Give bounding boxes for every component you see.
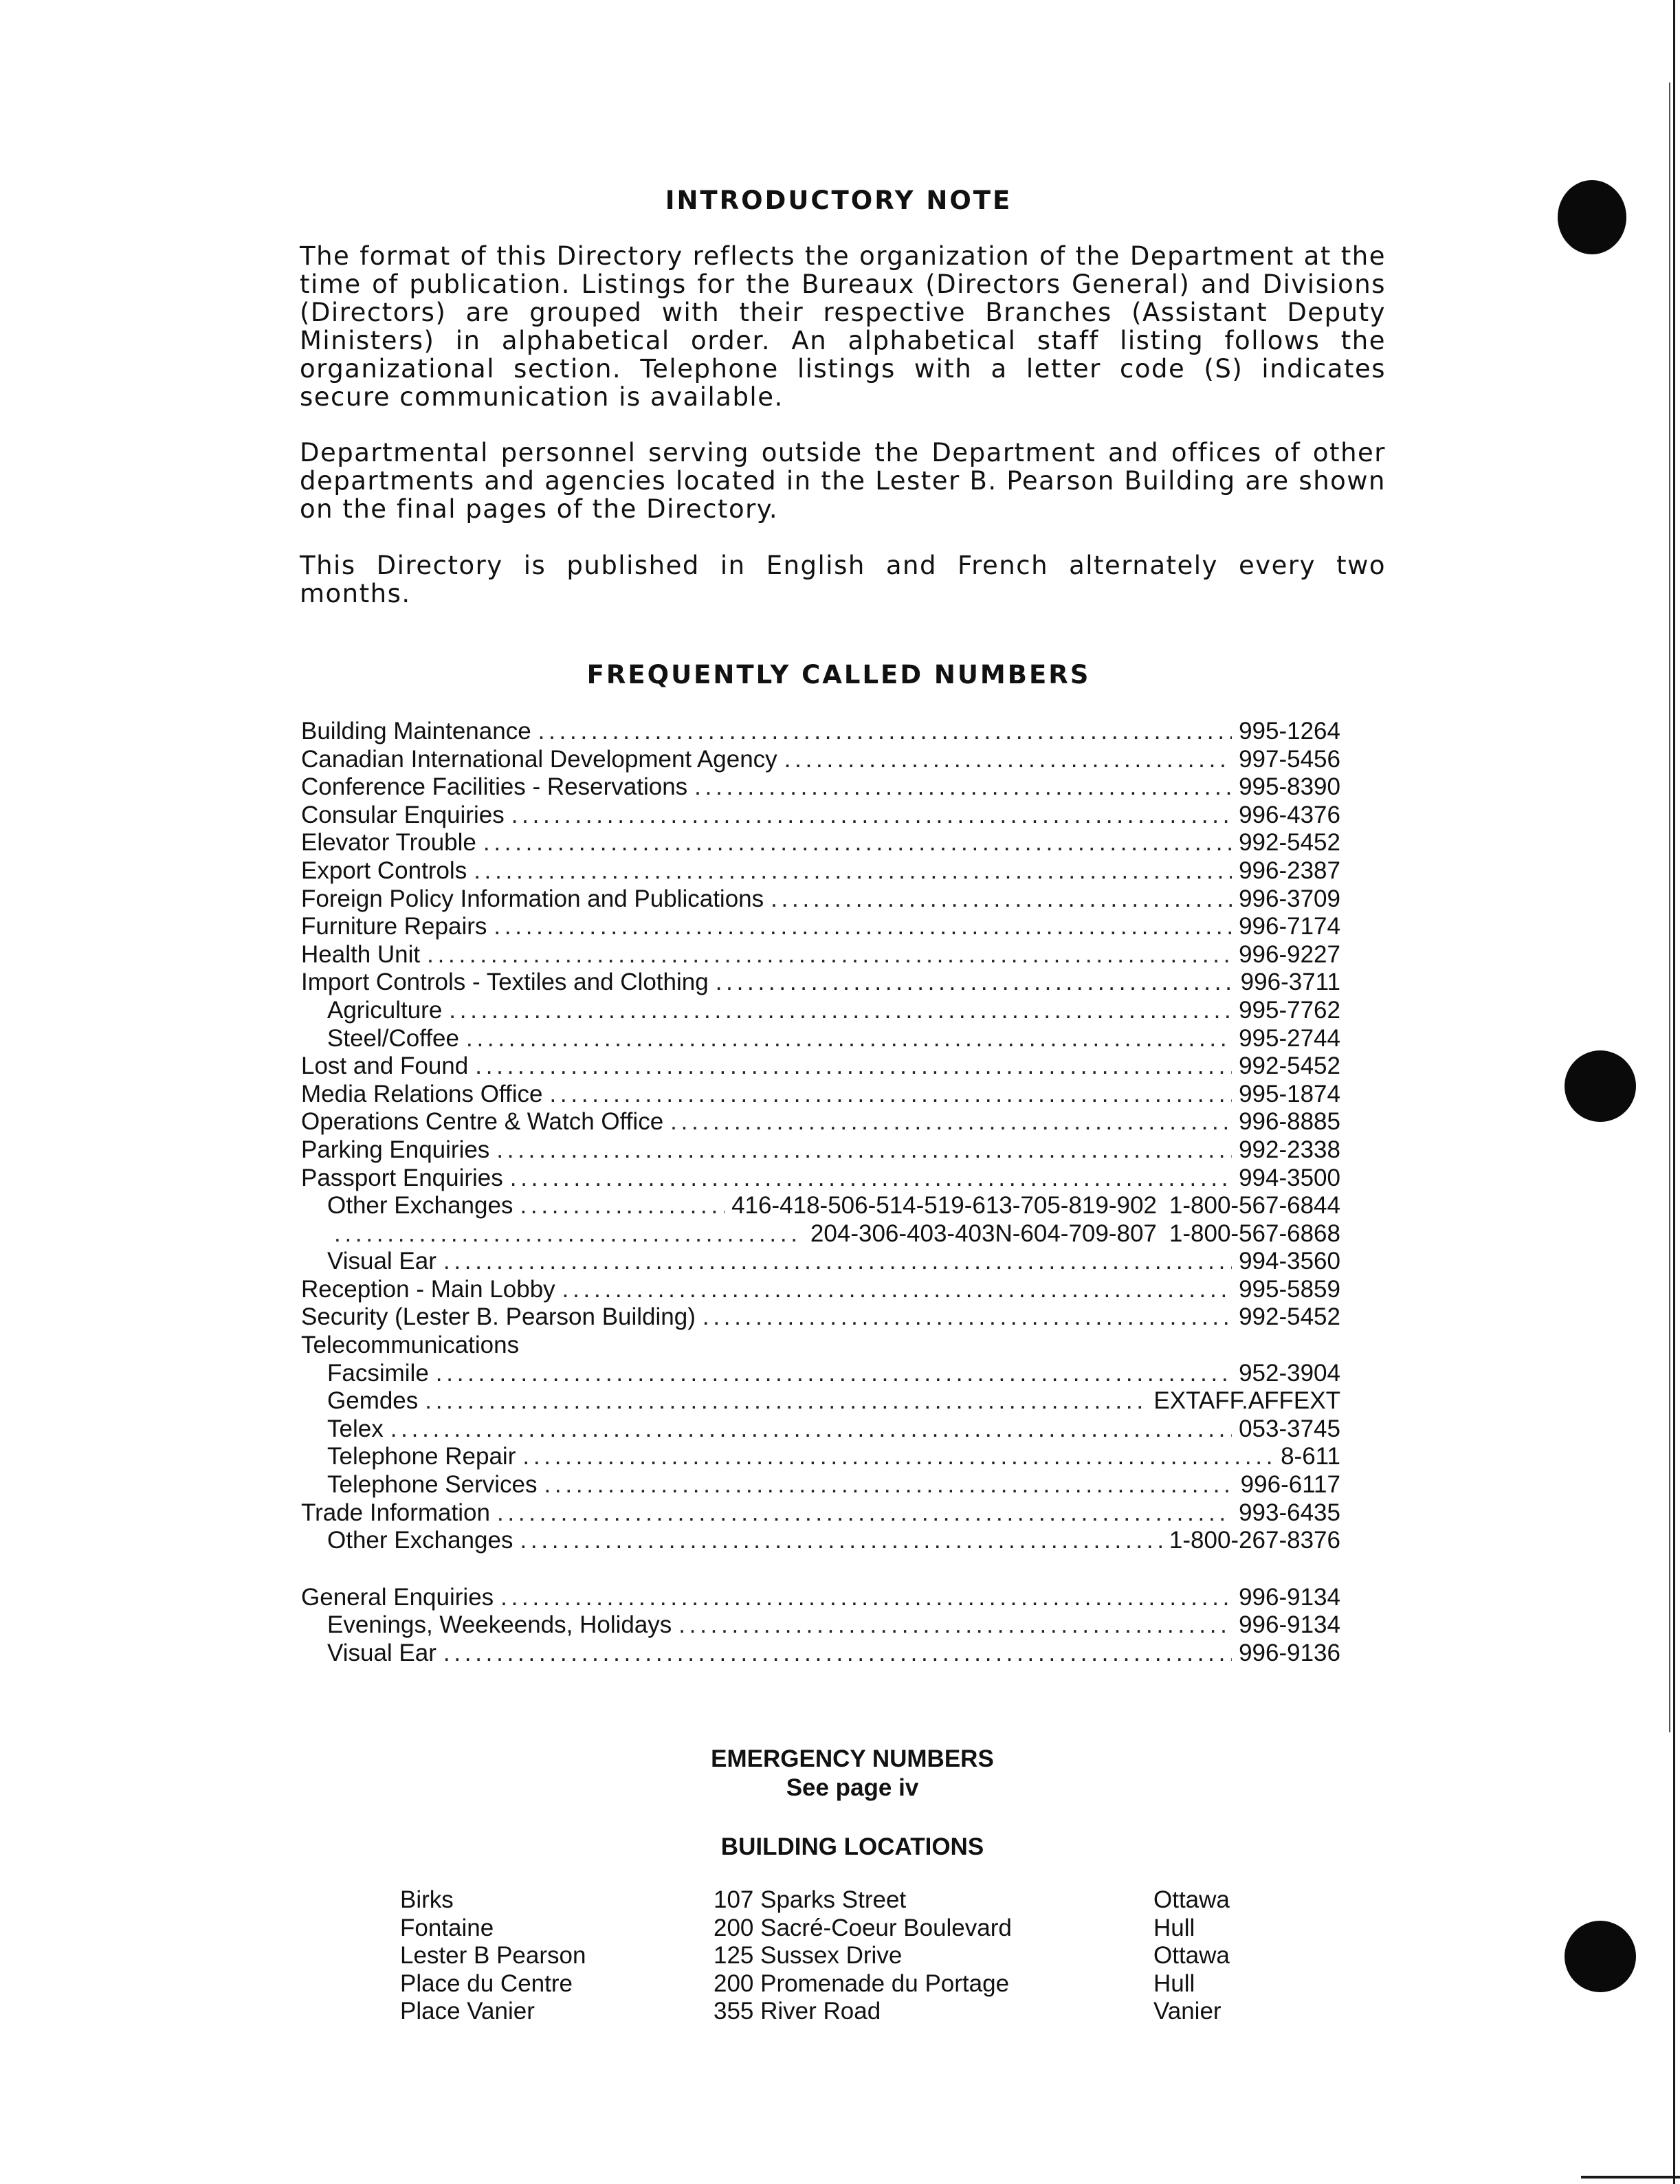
dot-leader [522,1443,1274,1471]
intro-paragraph-3: This Directory is published in English and French alternately every two months. [300,551,1386,608]
number-row [301,1584,1340,1612]
number-row [301,1360,1340,1388]
number-row-exchanges: 204-306-403-403N-604-709-807 [810,1220,1157,1247]
intro-paragraph-2: Departmental personnel serving outside the Department and offices of other departments and agencies located in the Lester B. Pearson Building are shown on the final pages of the Directory. [300,438,1386,524]
number-row-phone: 997-5456 [1239,745,1340,773]
number-row-phone: 994-3500 [1239,1164,1340,1191]
dot-leader [500,1584,1232,1612]
number-row [301,1165,1340,1193]
number-row-label: Furniture Repairs [301,913,487,940]
number-row-phone: 996-4376 [1239,801,1340,828]
dot-leader [784,746,1232,774]
dot-leader [544,1471,1233,1499]
introductory-note-title: INTRODUCTORY NOTE [665,186,1013,215]
dot-leader [334,1220,804,1248]
number-row-label: Passport Enquiries [301,1164,503,1191]
number-row-label: Operations Centre & Watch Office [301,1108,664,1136]
number-row-label: Steel/Coffee [327,1024,459,1052]
number-row [301,1220,1340,1248]
number-row [301,1192,1340,1220]
dot-leader [443,1248,1232,1276]
location-address: 125 Sussex Drive [714,1942,903,1970]
number-row [301,1248,1340,1276]
number-row-label: Telephone Services [327,1471,538,1499]
number-row [301,773,1340,802]
number-row [301,941,1340,969]
number-row [301,1471,1340,1499]
number-row-phone: 995-5859 [1239,1275,1340,1303]
number-row-phone: 1-800-567-6844 [1169,1192,1340,1220]
location-name: Birks [400,1886,454,1913]
location-name: Place Vanier [400,1998,535,2025]
location-row [400,1942,1291,1970]
location-row [400,1915,1291,1943]
location-city: Vanier [1153,1998,1222,2025]
number-row-phone: 992-5452 [1239,829,1340,857]
dot-leader [436,1360,1232,1388]
number-row-label: Conference Facilities - Reservations [301,773,688,801]
dot-leader [703,1303,1232,1332]
dot-leader [511,802,1232,830]
number-row-label: Telephone Repair [327,1443,516,1470]
number-row-phone: 8-611 [1281,1443,1340,1470]
dot-leader [474,857,1232,885]
dot-leader [678,1611,1232,1640]
number-row-phone: 996-7174 [1239,913,1340,940]
number-row [301,1415,1340,1444]
number-row-phone: 995-1264 [1239,718,1340,744]
number-row-phone: 996-3709 [1239,885,1340,912]
number-row-label: Other Exchanges [327,1192,513,1220]
number-row-phone: 996-8885 [1239,1108,1340,1136]
number-row-label: Other Exchanges [327,1527,513,1554]
emergency-block [543,1745,1162,1802]
number-row [301,969,1340,997]
number-row-phone: 992-2338 [1239,1136,1340,1163]
number-row [301,1387,1340,1415]
number-row-phone: 995-8390 [1239,773,1340,801]
number-row-phone: 996-9227 [1239,940,1340,968]
number-row-label: Visual Ear [327,1248,436,1275]
dot-leader [694,773,1232,802]
number-row-phone: 996-2387 [1239,857,1340,884]
dot-leader [483,829,1232,857]
number-row [301,997,1340,1025]
emergency-subtitle: See page iv [786,1774,919,1801]
building-locations-list [400,1886,1291,2026]
dot-leader [449,997,1232,1025]
location-city: Hull [1153,1914,1195,1941]
number-row-label: Reception - Main Lobby [301,1275,555,1303]
location-address: 200 Sacré-Coeur Boulevard [714,1914,1012,1941]
building-locations-title: BUILDING LOCATIONS [720,1833,984,1860]
page-edge-shadow [1669,82,1670,1732]
dot-leader [443,1640,1232,1668]
number-row [301,1025,1340,1053]
number-row-label: Gemdes [327,1387,419,1415]
number-row-label: Telex [327,1415,384,1442]
number-row [301,802,1340,830]
number-row-phone: 1-800-567-6868 [1169,1220,1340,1247]
location-city: Hull [1153,1970,1195,1997]
location-city: Ottawa [1153,1886,1230,1913]
number-row-phone: 995-7762 [1239,996,1340,1024]
frequently-called-list [301,718,1340,1668]
frequently-called-title: FREQUENTLY CALLED NUMBERS [586,660,1091,690]
number-row-label: Facsimile [327,1359,429,1387]
dot-leader [494,913,1232,941]
list-spacer [301,1555,1340,1584]
number-row-label: Telecommunications [301,1332,520,1359]
number-row-label: Export Controls [301,857,467,884]
number-row-exchanges: 416-418-506-514-519-613-705-819-902 [731,1192,1157,1220]
number-row-phone: 996-3711 [1240,969,1340,996]
number-row-label: Elevator Trouble [301,829,476,857]
location-address: 355 River Road [714,1998,881,2025]
number-row-phone: 952-3904 [1239,1359,1340,1387]
number-row-label: Canadian International Development Agency [301,745,777,773]
number-row [301,1136,1340,1165]
dot-leader [562,1276,1232,1304]
number-row-label: Parking Enquiries [301,1136,490,1163]
number-row-phone: 1-800-267-8376 [1169,1527,1340,1554]
number-row-label: Health Unit [301,940,421,968]
emergency-title: EMERGENCY NUMBERS [711,1745,994,1772]
location-name: Place du Centre [400,1970,573,1997]
number-row-label: Evenings, Weekeends, Holidays [327,1611,672,1639]
dot-leader [510,1165,1232,1193]
dot-leader [520,1527,1162,1555]
location-city: Ottawa [1153,1942,1230,1970]
location-address: 107 Sparks Street [714,1886,907,1913]
dot-leader [538,718,1232,746]
page-edge-right [1673,0,1675,2184]
number-row-phone: 992-5452 [1239,1303,1340,1331]
location-name: Lester B Pearson [400,1942,586,1970]
punch-hole-bottom [1565,1921,1636,1992]
location-row [400,1998,1291,2026]
dot-leader [670,1108,1232,1136]
location-row [400,1970,1291,1998]
number-row-label: Agriculture [327,996,443,1024]
number-row [301,1276,1340,1304]
punch-hole-middle [1565,1050,1636,1122]
number-row-phone: 995-2744 [1239,1024,1340,1052]
number-row-label: Media Relations Office [301,1080,543,1107]
number-row-phone: 994-3560 [1239,1248,1340,1275]
number-row [301,829,1340,857]
number-row [301,1499,1340,1527]
number-row-phone: 996-9136 [1239,1640,1340,1666]
dot-leader [549,1081,1232,1109]
dot-leader [475,1052,1232,1081]
location-row [400,1886,1291,1915]
number-row-phone: 993-6435 [1239,1499,1340,1526]
dot-leader [466,1025,1232,1053]
number-row-label: Security (Lester B. Pearson Building) [301,1303,696,1331]
number-row-label: Visual Ear [327,1640,436,1666]
number-row-label: Foreign Policy Information and Publications [301,885,764,912]
page-edge-bottom [1581,2176,1680,2179]
dot-leader [520,1192,725,1220]
number-row [301,1303,1340,1332]
location-name: Fontaine [400,1914,494,1941]
number-row-label: General Enquiries [301,1583,494,1611]
number-row-phone: 996-6117 [1240,1471,1340,1499]
number-row-label: Trade Information [301,1499,490,1526]
number-row [301,718,1340,746]
dot-leader [716,969,1234,997]
number-row-label: Consular Enquiries [301,801,505,828]
number-row-phone: 996-9134 [1239,1583,1340,1611]
number-row-phone: EXTAFF.AFFEXT [1153,1387,1340,1415]
number-row [301,1081,1340,1109]
number-row-label: Building Maintenance [301,718,531,744]
number-row [301,885,1340,914]
number-row [301,1527,1340,1555]
number-row-phone: 053-3745 [1239,1415,1340,1442]
number-row [301,1640,1340,1668]
number-row [301,857,1340,885]
number-row [301,1108,1340,1136]
number-row [301,1332,1340,1360]
number-row [301,913,1340,941]
number-row [301,1052,1340,1081]
number-row-phone: 992-5452 [1239,1052,1340,1080]
dot-leader [497,1499,1232,1527]
number-row [301,1611,1340,1640]
number-row-label: Lost and Found [301,1052,469,1080]
location-address: 200 Promenade du Portage [714,1970,1010,1997]
dot-leader [496,1136,1232,1165]
number-row-phone: 995-1874 [1239,1080,1340,1107]
dot-leader [427,941,1232,969]
intro-paragraph-1: The format of this Directory reflects the organization of the Department at the time of publication. Listings for the Bureaux (Directors General) and Divisions (Directors) are grouped with their respective Branches (Assistant Deputy Ministers) in alphabetical order. An alphabetical staff listing follows the organizational section. Telephone listings with a letter code (S) indicates secure communication is available. [300,241,1386,412]
dot-leader [771,885,1232,914]
dot-leader [390,1415,1232,1444]
number-row-phone: 996-9134 [1239,1611,1340,1639]
number-row [301,1443,1340,1471]
dot-leader [425,1387,1147,1415]
number-row-label: Import Controls - Textiles and Clothing [301,969,709,996]
number-row [301,746,1340,774]
